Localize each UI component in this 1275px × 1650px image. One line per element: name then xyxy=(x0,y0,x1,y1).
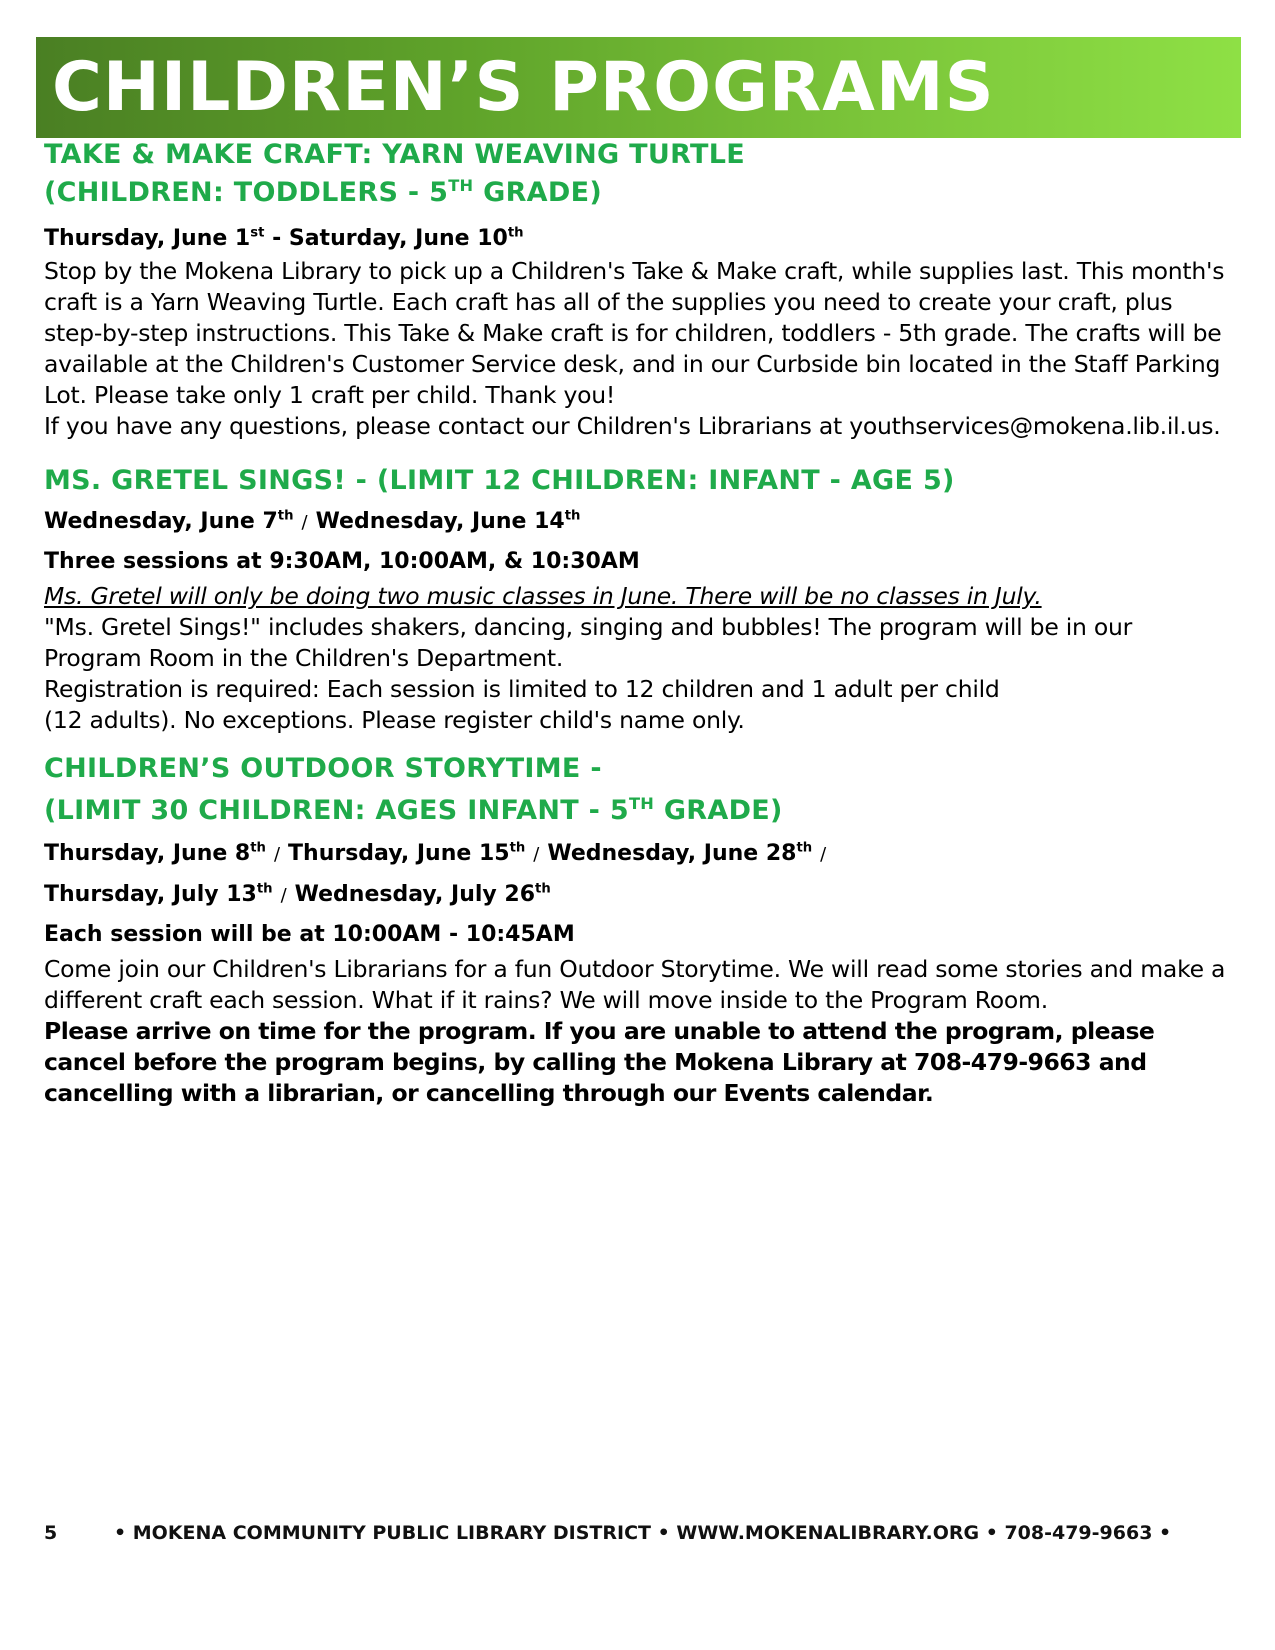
section3-date-1: Thursday, June 8 xyxy=(44,841,251,866)
section2-sessions: Three sessions at 9:30AM, 10:00AM, & 10:30AM xyxy=(44,549,640,574)
page-number: 5 xyxy=(44,1522,58,1544)
section3-subtitle-text: (LIMIT 30 CHILDREN: AGES INFANT - 5 xyxy=(44,795,629,826)
date-separator: / xyxy=(820,844,827,865)
section-outdoor-storytime xyxy=(44,750,1234,1109)
date-separator: / xyxy=(280,885,287,906)
section1-subtitle-sup: TH xyxy=(448,176,474,195)
section3-dates-row1 xyxy=(44,834,1234,875)
section3-date-4-sup: th xyxy=(256,881,273,897)
section2-date-2: Wednesday, June 14 xyxy=(315,509,565,534)
header-banner xyxy=(36,37,1241,138)
section3-subtitle-sup: TH xyxy=(628,794,655,813)
section3-date-5-sup: th xyxy=(535,881,551,897)
section2-dates xyxy=(44,502,1234,543)
section2-date-1: Wednesday, June 7 xyxy=(44,509,278,534)
section3-date-2-sup: th xyxy=(509,840,526,856)
section3-notice: Please arrive on time for the program. If you are unable to attend the program, please cancel before the program begins, by calling the Mokena Library at 708-479-9663 and cancelling with a librarian, or cancelling through our Events calendar. xyxy=(44,1017,1155,1107)
section1-subtitle-text: (CHILDREN: TODDLERS - 5 xyxy=(44,177,449,208)
section3-dates-row2 xyxy=(44,875,1234,916)
section3-date-3: Wednesday, June 28 xyxy=(547,841,797,866)
section-take-make-craft xyxy=(44,140,1234,442)
section3-subtitle xyxy=(44,788,1234,834)
section3-title: CHILDREN’S OUTDOOR STORYTIME - xyxy=(44,753,602,784)
date-separator: / xyxy=(533,844,540,865)
date-separator: / xyxy=(273,844,281,865)
section3-date-2: Thursday, June 15 xyxy=(288,841,510,866)
page-footer xyxy=(44,1522,1234,1544)
section1-subtitle xyxy=(44,170,1234,216)
section2-registration-2: (12 adults). No exceptions. Please register child's name only. xyxy=(44,706,745,734)
section3-session-time: Each session will be at 10:00AM - 10:45AM xyxy=(44,922,575,947)
section1-title-line1: TAKE & MAKE CRAFT: YARN WEAVING TURTLE xyxy=(44,139,745,170)
main-content xyxy=(44,140,1234,1109)
section2-date-1-sup: th xyxy=(277,508,294,524)
section1-subtitle-end: GRADE) xyxy=(473,177,602,208)
section1-dates xyxy=(44,222,1234,256)
date-separator: / xyxy=(301,512,308,533)
page-title: CHILDREN’S PROGRAMS xyxy=(52,48,995,127)
section2-date-2-sup: th xyxy=(564,508,581,524)
section2-notice: Ms. Gretel will only be doing two music classes in June. There will be no classes in July. xyxy=(44,582,1042,610)
section1-contact: If you have any questions, please contact our Children's Librarians at youthservices@mokena.lib.il.us. xyxy=(44,412,1221,440)
section2-title: MS. GRETEL SINGS! - (LIMIT 12 CHILDREN: INFANT - AGE 5) xyxy=(44,465,955,496)
section3-date-3-sup: th xyxy=(796,840,813,856)
footer-text: • MOKENA COMMUNITY PUBLIC LIBRARY DISTRICT • WWW.MOKENALIBRARY.ORG • 708-479-9663 • xyxy=(114,1522,1172,1544)
section1-date-start-sup: st xyxy=(250,225,265,241)
section1-title xyxy=(44,140,1234,170)
section2-description: "Ms. Gretel Sings!" includes shakers, dancing, singing and bubbles! The program will be in our Program Room in the Children's Department. xyxy=(44,613,1133,672)
section3-date-5: Wednesday, July 26 xyxy=(294,882,536,907)
section3-description: Come join our Children's Librarians for a fun Outdoor Storytime. We will read some stories and make a different craft each session. What if it rains? We will move inside to the Program Room. xyxy=(44,955,1226,1014)
section3-subtitle-end: GRADE) xyxy=(654,795,783,826)
section1-description: Stop by the Mokena Library to pick up a Children's Take & Make craft, while supplies last. This month's craft is a Yarn Weaving Turtle. Each craft has all of the supplies you need to create your craft, plus step-by-step instructions. This Take & Make craft is for children, toddlers - 5th grade. The crafts will be available at the Children's Customer Service desk, and in our Curbside bin located in the Staff Parking Lot. Please take only 1 craft per child. Thank you! xyxy=(44,257,1225,409)
section-ms-gretel-sings xyxy=(44,462,1234,736)
section3-date-1-sup: th xyxy=(250,840,266,856)
section1-date-end-sup: th xyxy=(507,225,524,241)
section1-date-start: Thursday, June 1 xyxy=(44,226,251,251)
section1-date-end: - Saturday, June 10 xyxy=(264,226,508,251)
section3-date-4: Thursday, July 13 xyxy=(44,882,257,907)
section2-registration-1: Registration is required: Each session is limited to 12 children and 1 adult per child xyxy=(44,675,1000,703)
